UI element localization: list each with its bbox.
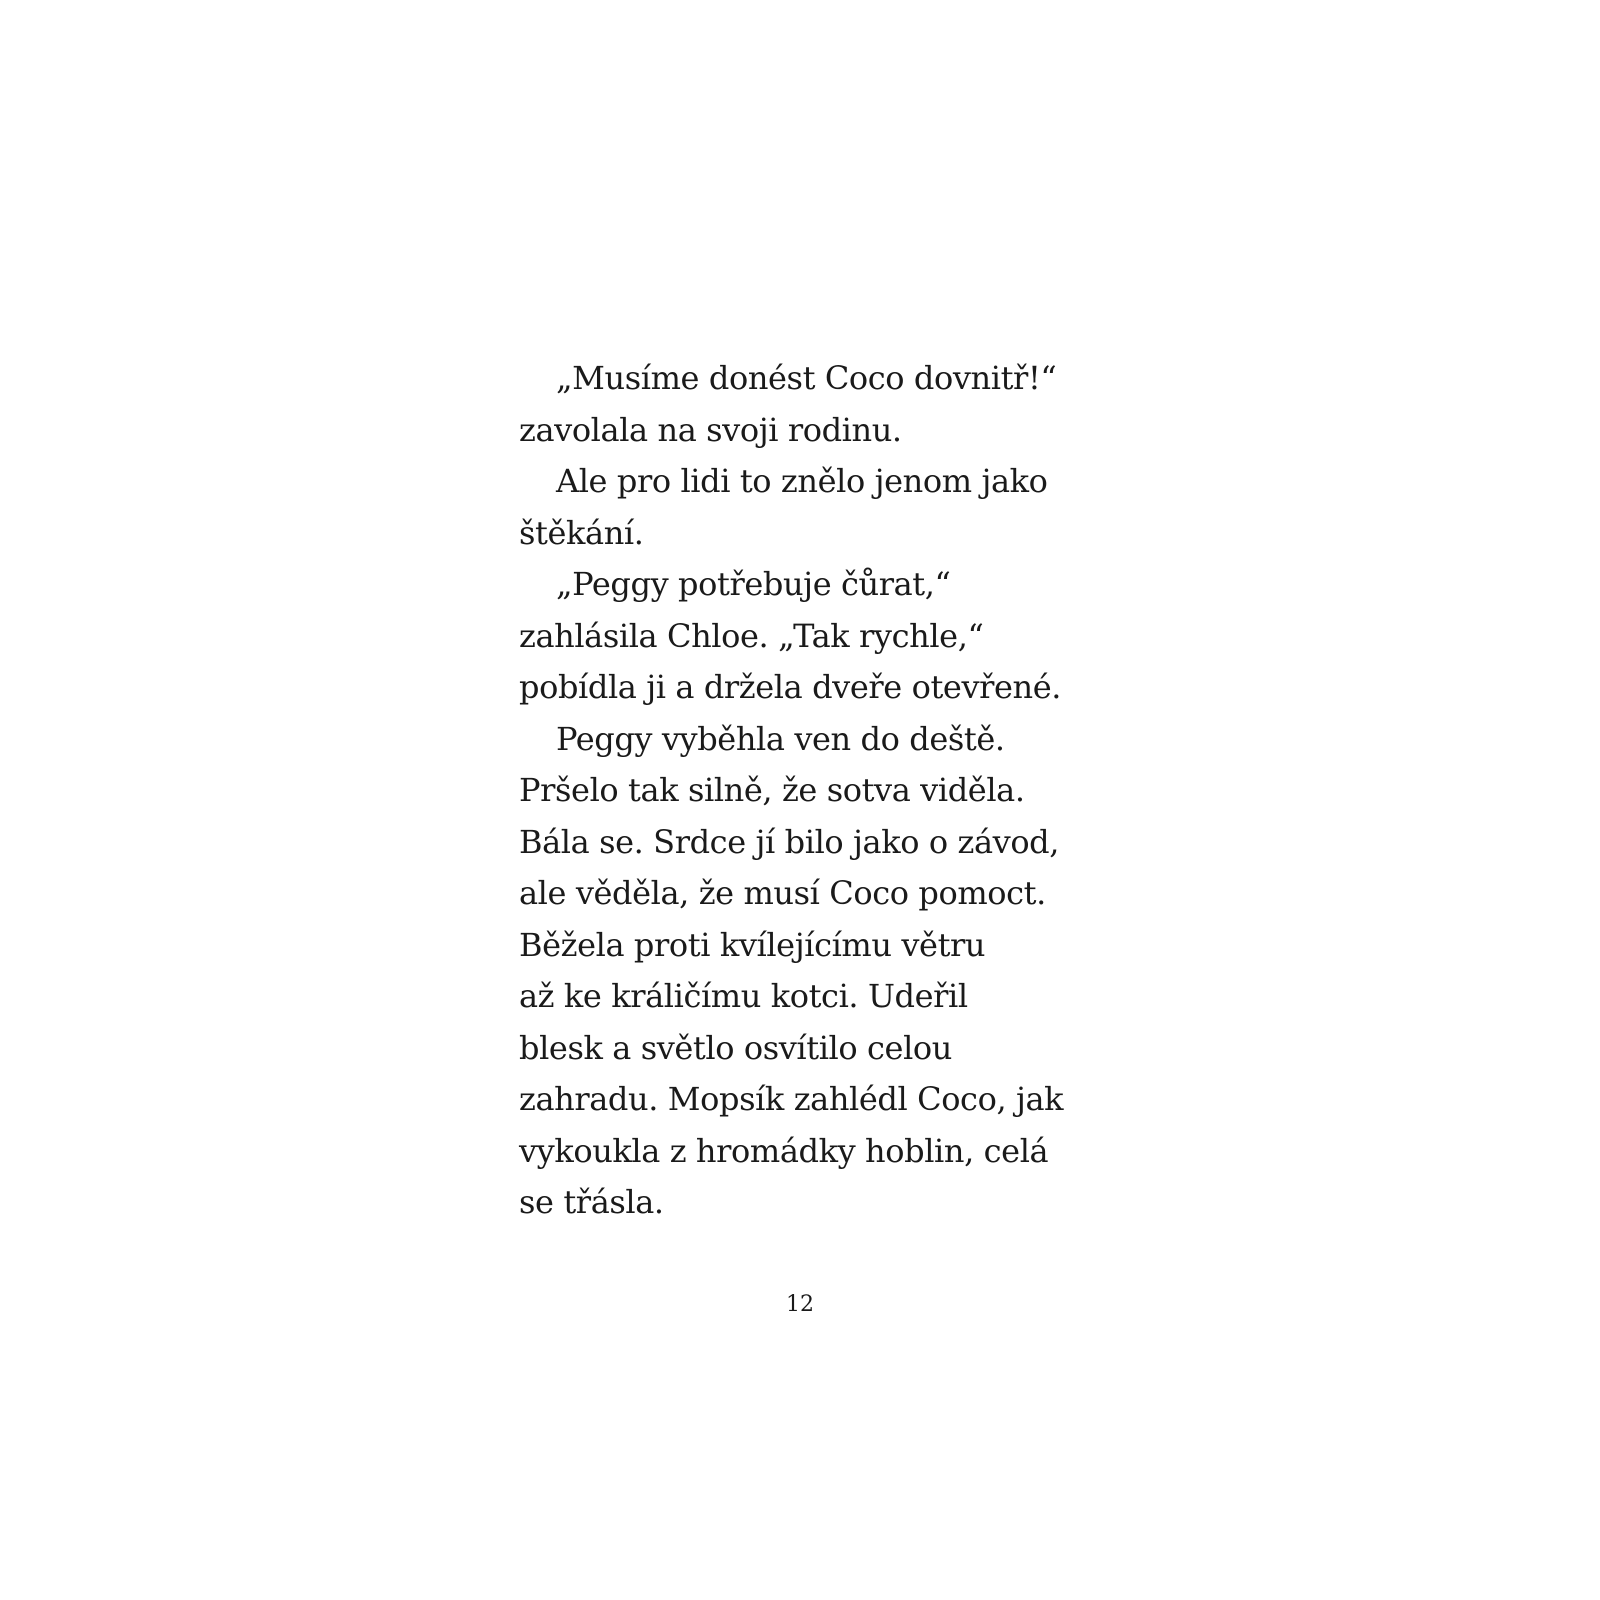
text-line: Pršelo tak silně, že sotva viděla.: [519, 771, 1025, 809]
text-line: Běžela proti kvílejícímu větru: [519, 925, 986, 964]
text-line: pobídla ji a držela dveře otevřené.: [519, 668, 1062, 706]
text-line: „Musíme donést Coco dovnitř!“: [556, 359, 1057, 397]
text-line: štěkání.: [519, 513, 644, 552]
text-line: Peggy vyběhla ven do deště.: [556, 719, 1005, 758]
body-text: [519, 353, 1099, 1229]
text-line: blesk a světlo osvítilo celou: [519, 1028, 952, 1067]
page-number: 12: [786, 1292, 814, 1317]
text-line: Ale pro lidi to znělo jenom jako: [556, 462, 1048, 500]
text-line: zavolala na svoji rodinu.: [519, 410, 902, 449]
text-line: Bála se. Srdce jí bilo jako o závod,: [519, 822, 1060, 861]
text-line: zahlásila Chloe. „Tak rychle,“: [519, 616, 984, 655]
text-line: zahradu. Mopsík zahlédl Coco, jak: [519, 1080, 1064, 1118]
text-line: vykoukla z hromádky hoblin, celá: [519, 1131, 1049, 1170]
text-line: až ke králičímu kotci. Udeřil: [519, 977, 968, 1015]
text-line: se třásla.: [519, 1183, 664, 1221]
text-line: „Peggy potřebuje čůrat,“: [556, 565, 951, 603]
text-line: ale věděla, že musí Coco pomoct.: [519, 874, 1046, 912]
